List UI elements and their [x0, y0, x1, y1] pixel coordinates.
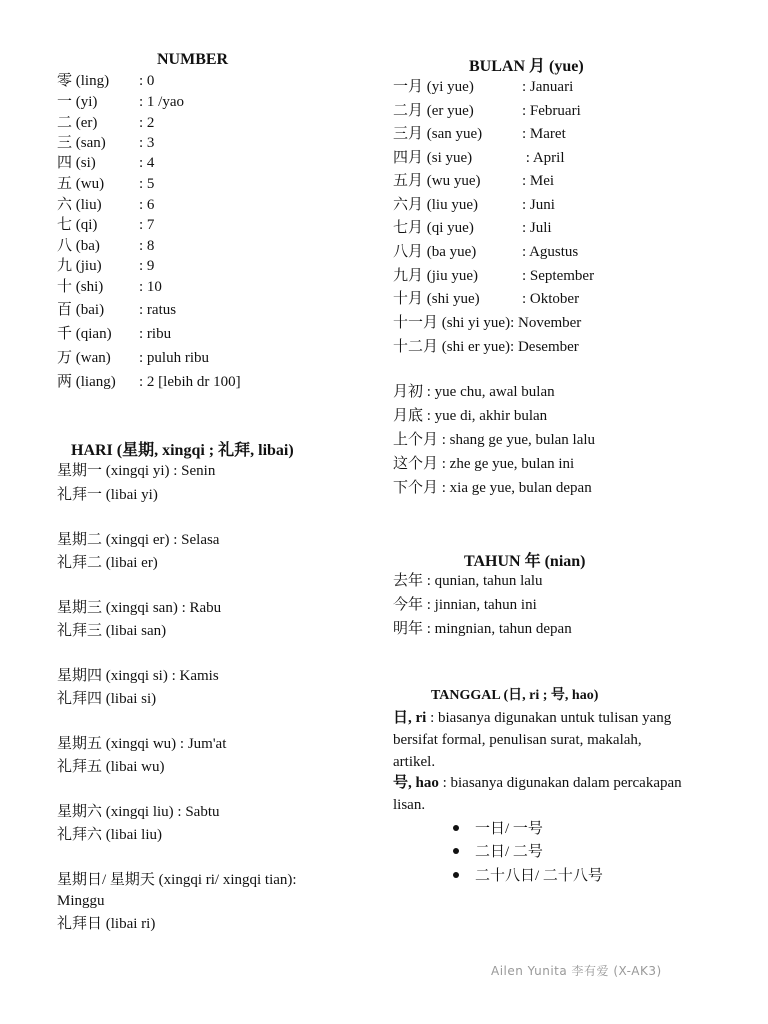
hari-line: 礼拜日 (libai ri) — [57, 916, 156, 932]
number-value: : puluh ribu — [139, 350, 209, 366]
number-label: 六 (liu) — [57, 197, 102, 213]
number-row — [57, 324, 171, 344]
month-value: : September — [522, 268, 595, 284]
month-phrase: 上个月 : shang ge yue, bulan lalu — [393, 432, 596, 448]
month-phrase: 下个月 : xia ge yue, bulan depan — [393, 480, 592, 496]
number-row — [57, 256, 154, 276]
number-value: : 2 [lebih dr 100] — [139, 374, 241, 390]
tahun-line: 明年 : mingnian, tahun depan — [393, 621, 572, 637]
number-label: 一 (yi) — [57, 94, 98, 110]
hari-line: 礼拜四 (libai si) — [57, 691, 157, 707]
hari-line: 星期五 (xingqi wu) : Jum'at — [57, 736, 227, 752]
number-value: : 3 — [139, 135, 155, 151]
hari-line: 礼拜六 (libai liu) — [57, 827, 162, 843]
number-value: : 10 — [139, 279, 162, 295]
hari-line: Minggu — [57, 893, 105, 909]
number-label: 两 (liang) — [57, 374, 116, 390]
number-row — [57, 300, 176, 320]
tanggal-heading: TANGGAL (日, ri ; 号, hao) — [431, 688, 599, 703]
hao-term: 号, hao — [393, 775, 439, 791]
hari-line: 礼拜二 (libai er) — [57, 555, 158, 571]
number-value: : 8 — [139, 238, 155, 254]
bullet-icon — [453, 825, 459, 831]
month-value: : April — [522, 150, 565, 166]
month-value: : Oktober — [522, 291, 580, 307]
ri-term: 日, ri — [393, 710, 427, 726]
month-row — [393, 266, 594, 286]
month-label: 四月 (si yue) — [393, 150, 473, 166]
number-label: 九 (jiu) — [57, 258, 102, 274]
number-row — [57, 133, 154, 153]
number-row — [57, 277, 162, 297]
number-row — [57, 236, 154, 256]
month-label: 十月 (shi yue) — [393, 291, 480, 307]
month-row — [393, 77, 573, 97]
number-label: 四 (si) — [57, 155, 96, 171]
author-footer: Ailen Yunita 李有爱 (X-AK3) — [491, 964, 662, 978]
hari-line: 星期四 (xingqi si) : Kamis — [57, 668, 219, 684]
month-value: : Januari — [522, 79, 574, 95]
tanggal-hao-paragraph — [393, 772, 683, 816]
hari-line: 星期三 (xingqi san) : Rabu — [57, 600, 222, 616]
month-label: 九月 (jiu yue) — [393, 268, 478, 284]
number-value: : 6 — [139, 197, 155, 213]
number-row — [57, 195, 154, 215]
month-row — [393, 195, 555, 215]
number-row — [57, 153, 154, 173]
number-label: 八 (ba) — [57, 238, 100, 254]
number-label: 三 (san) — [57, 135, 106, 151]
bullet-icon — [453, 848, 459, 854]
tanggal-bullet-item — [453, 817, 543, 838]
month-value: : Agustus — [522, 244, 579, 260]
hari-line: 礼拜三 (libai san) — [57, 623, 167, 639]
hao-desc: : biasanya digunakan dalam percakapan lisan. — [393, 775, 682, 813]
hari-line: 星期一 (xingqi yi) : Senin — [57, 463, 216, 479]
number-row — [57, 113, 154, 133]
month-row-long: 十二月 (shi er yue): Desember — [393, 339, 579, 355]
number-value: : ratus — [139, 302, 177, 318]
tanggal-bullet-item — [453, 864, 603, 885]
tahun-line: 去年 : qunian, tahun lalu — [393, 573, 543, 589]
number-label: 百 (bai) — [57, 302, 105, 318]
month-row — [393, 124, 566, 144]
number-row — [57, 372, 241, 392]
number-label: 十 (shi) — [57, 279, 104, 295]
month-row — [393, 218, 552, 238]
month-phrase: 月初 : yue chu, awal bulan — [393, 384, 555, 400]
number-label: 二 (er) — [57, 115, 98, 131]
number-label: 零 (ling) — [57, 73, 110, 89]
month-value: : Maret — [522, 126, 566, 142]
number-heading: NUMBER — [157, 51, 229, 68]
bulan-heading: BULAN 月 (yue) — [469, 58, 584, 75]
number-label: 五 (wu) — [57, 176, 105, 192]
tanggal-bullet-item — [453, 840, 543, 861]
month-value: : Juni — [522, 197, 555, 213]
number-row — [57, 174, 154, 194]
month-label: 七月 (qi yue) — [393, 220, 474, 236]
month-value: : Mei — [522, 173, 555, 189]
hari-line: 礼拜五 (libai wu) — [57, 759, 165, 775]
number-value: : 7 — [139, 217, 155, 233]
month-label: 八月 (ba yue) — [393, 244, 477, 260]
month-row — [393, 289, 579, 309]
number-value: : 4 — [139, 155, 155, 171]
month-row — [393, 148, 565, 168]
hari-heading: HARI (星期, xingqi ; 礼拜, libai) — [71, 442, 294, 459]
number-value: : 2 — [139, 115, 155, 131]
bullet-text: 一日/ 一号 — [475, 821, 543, 837]
month-value: : Juli — [522, 220, 552, 236]
month-label: 二月 (er yue) — [393, 103, 474, 119]
month-label: 一月 (yi yue) — [393, 79, 474, 95]
month-value: : Februari — [522, 103, 581, 119]
hari-line: 星期六 (xingqi liu) : Sabtu — [57, 804, 220, 820]
hari-line: 星期日/ 星期天 (xingqi ri/ xingqi tian): — [57, 872, 297, 888]
bullet-text: 二十八日/ 二十八号 — [475, 868, 603, 884]
bullet-text: 二日/ 二号 — [475, 844, 543, 860]
month-row — [393, 242, 578, 262]
tahun-line: 今年 : jinnian, tahun ini — [393, 597, 537, 613]
number-value: : 1 /yao — [139, 94, 184, 110]
number-row — [57, 215, 154, 235]
month-phrase: 月底 : yue di, akhir bulan — [393, 408, 548, 424]
ri-desc: : biasanya digunakan untuk tulisan yang bersifat formal, penulisan surat, makalah, artikel. — [393, 710, 672, 770]
month-label: 六月 (liu yue) — [393, 197, 478, 213]
number-row — [57, 92, 184, 112]
number-label: 万 (wan) — [57, 350, 111, 366]
month-label: 五月 (wu yue) — [393, 173, 481, 189]
number-value: : 5 — [139, 176, 155, 192]
month-label: 三月 (san yue) — [393, 126, 483, 142]
hari-line: 礼拜一 (libai yi) — [57, 487, 158, 503]
month-row — [393, 101, 581, 121]
number-value: : 0 — [139, 73, 155, 89]
number-value: : 9 — [139, 258, 155, 274]
month-phrase: 这个月 : zhe ge yue, bulan ini — [393, 456, 575, 472]
number-label: 千 (qian) — [57, 326, 112, 342]
tanggal-ri-paragraph — [393, 707, 683, 773]
number-label: 七 (qi) — [57, 217, 98, 233]
month-row-long: 十一月 (shi yi yue): November — [393, 315, 582, 331]
number-row — [57, 71, 154, 91]
month-row — [393, 171, 554, 191]
hari-line: 星期二 (xingqi er) : Selasa — [57, 532, 220, 548]
bullet-icon — [453, 872, 459, 878]
number-value: : ribu — [139, 326, 172, 342]
tahun-heading: TAHUN 年 (nian) — [464, 553, 586, 570]
number-row — [57, 348, 209, 368]
